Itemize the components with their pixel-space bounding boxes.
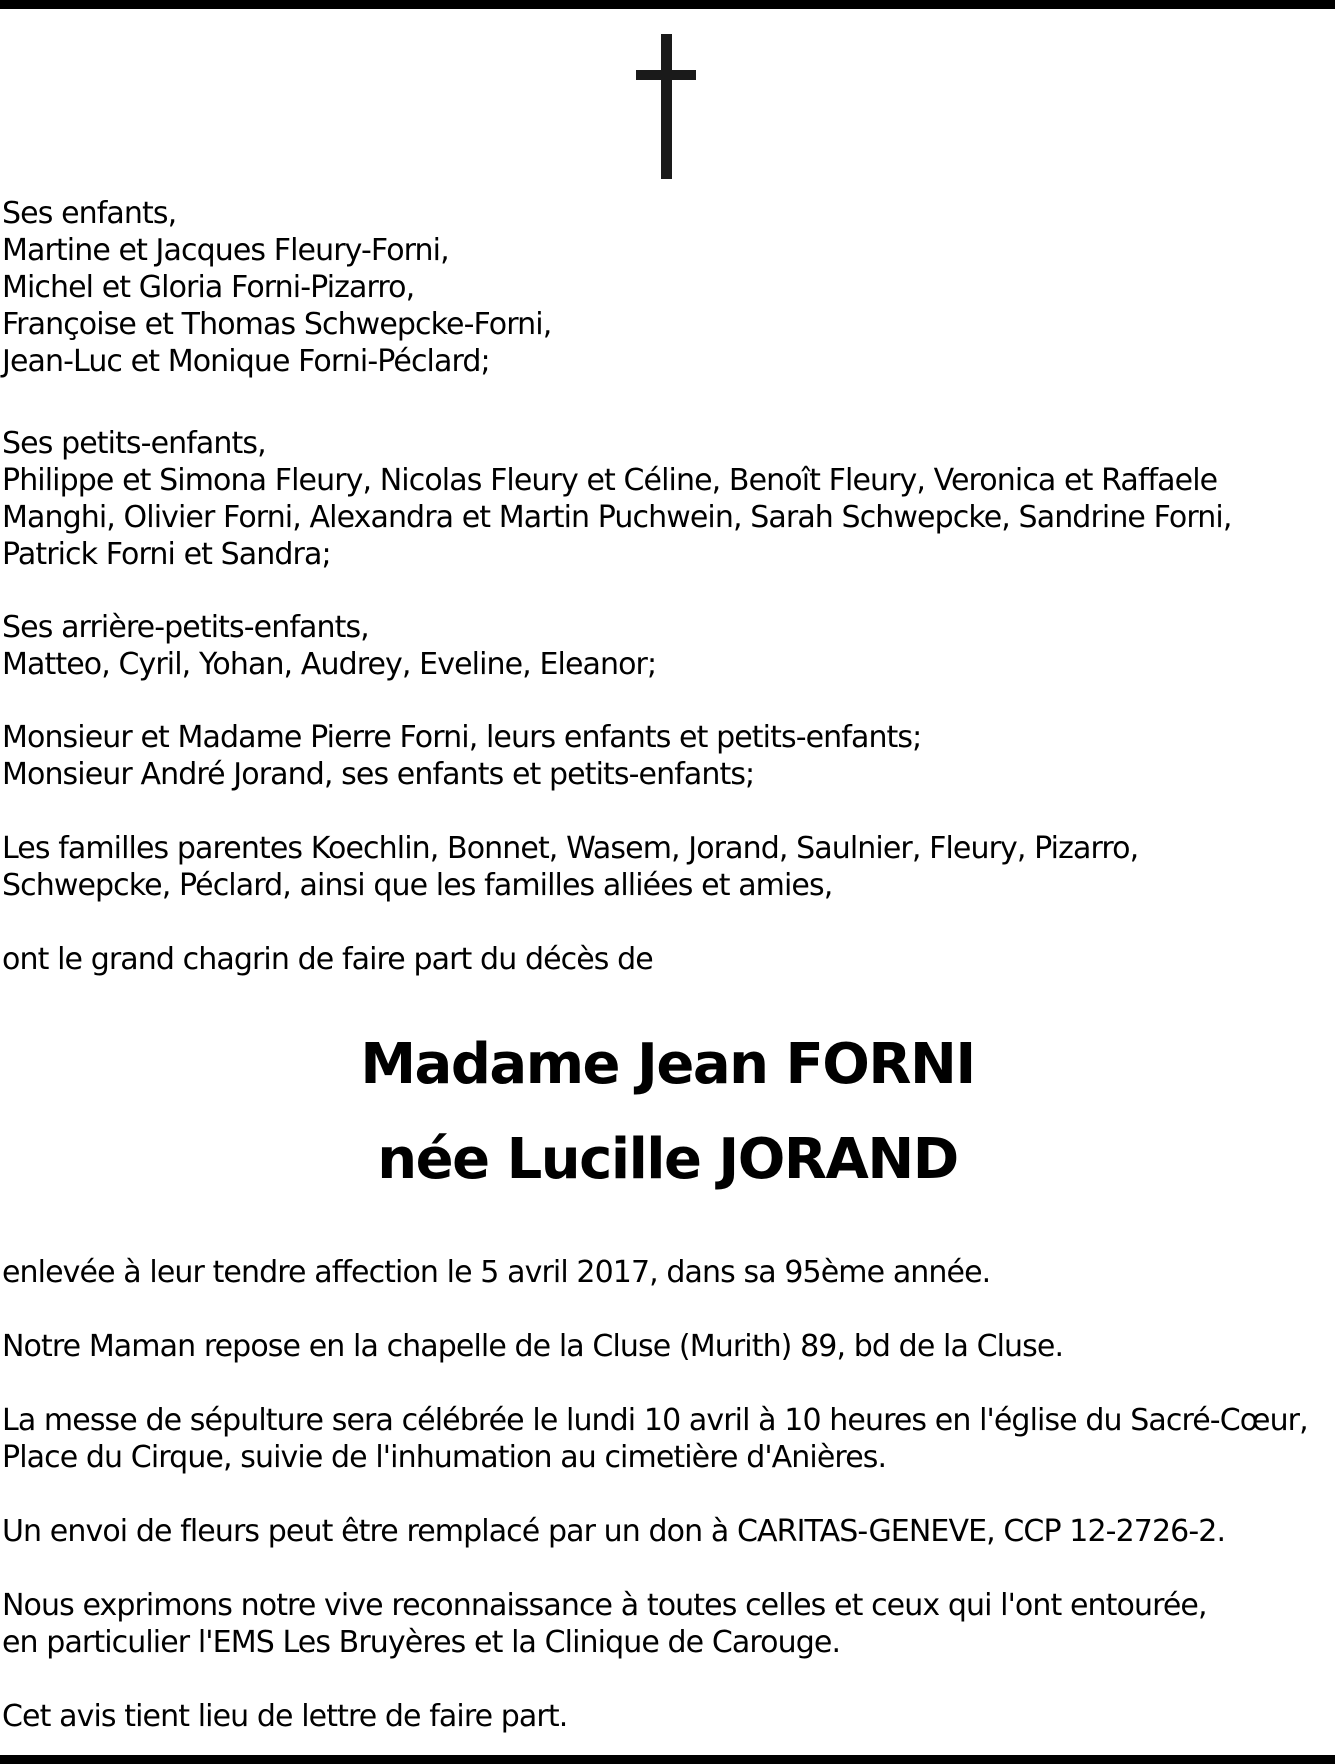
announcement-section xyxy=(2,941,1327,978)
relatives-line: Monsieur et Madame Pierre Forni, leurs enfants et petits-enfants; xyxy=(2,720,922,755)
funeral-line: La messe de sépulture sera célébrée le lundi 10 avril à 10 heures en l'église du Sacré-Cœur, xyxy=(2,1403,1308,1438)
children-section xyxy=(2,195,1327,380)
announcement-text: ont le grand chagrin de faire part du décès de xyxy=(2,942,653,977)
closing-text: Cet avis tient lieu de lettre de faire part. xyxy=(2,1699,568,1734)
great-grandchildren-line: Matteo, Cyril, Yohan, Audrey, Eveline, Eleanor; xyxy=(2,647,657,682)
children-line: Michel et Gloria Forni-Pizarro, xyxy=(2,270,415,305)
cross-vertical-bar xyxy=(661,34,672,179)
grandchildren-heading: Ses petits-enfants, xyxy=(2,426,266,461)
families-section xyxy=(2,830,1327,904)
children-heading: Ses enfants, xyxy=(2,196,177,231)
rest-place-text: Notre Maman repose en la chapelle de la Cluse (Murith) 89, bd de la Cluse. xyxy=(2,1329,1064,1364)
deceased-name-line-1: Madame Jean FORNI xyxy=(360,1032,975,1097)
rest-place-section xyxy=(2,1328,1327,1365)
donation-section xyxy=(2,1513,1327,1550)
top-border-rule xyxy=(0,0,1335,9)
bottom-border-rule xyxy=(0,1755,1335,1764)
thanks-section xyxy=(2,1587,1327,1661)
children-line: Françoise et Thomas Schwepcke-Forni, xyxy=(2,307,552,342)
cross-icon xyxy=(636,34,696,179)
thanks-line: Nous exprimons notre vive reconnaissance à toutes celles et ceux qui l'ont entourée, xyxy=(2,1588,1207,1623)
great-grandchildren-heading: Ses arrière-petits-enfants, xyxy=(2,610,369,645)
funeral-section xyxy=(2,1402,1327,1476)
closing-section xyxy=(2,1698,1327,1735)
grandchildren-section xyxy=(2,425,1327,573)
funeral-line: Place du Cirque, suivie de l'inhumation au cimetière d'Anières. xyxy=(2,1440,887,1475)
deceased-name-line-2: née Lucille JORAND xyxy=(377,1127,958,1192)
cross-horizontal-bar xyxy=(636,70,696,80)
children-line: Martine et Jacques Fleury-Forni, xyxy=(2,233,449,268)
donation-text: Un envoi de fleurs peut être remplacé par un don à CARITAS-GENEVE, CCP 12-2726-2. xyxy=(2,1514,1226,1549)
death-notice-text: enlevée à leur tendre affection le 5 avril 2017, dans sa 95ème année. xyxy=(2,1255,991,1290)
great-grandchildren-section xyxy=(2,609,1327,683)
grandchildren-line: Manghi, Olivier Forni, Alexandra et Martin Puchwein, Sarah Schwepcke, Sandrine Forni, xyxy=(2,500,1232,535)
relatives-section xyxy=(2,719,1327,793)
grandchildren-line: Philippe et Simona Fleury, Nicolas Fleury et Céline, Benoît Fleury, Veronica et Raffaele xyxy=(2,463,1218,498)
families-line: Schwepcke, Péclard, ainsi que les familles alliées et amies, xyxy=(2,868,833,903)
grandchildren-line: Patrick Forni et Sandra; xyxy=(2,537,331,572)
relatives-line: Monsieur André Jorand, ses enfants et petits-enfants; xyxy=(2,757,755,792)
children-line: Jean-Luc et Monique Forni-Péclard; xyxy=(2,344,490,379)
families-line: Les familles parentes Koechlin, Bonnet, Wasem, Jorand, Saulnier, Fleury, Pizarro, xyxy=(2,831,1139,866)
thanks-line: en particulier l'EMS Les Bruyères et la Clinique de Carouge. xyxy=(2,1625,841,1660)
death-notice-section xyxy=(2,1254,1327,1291)
